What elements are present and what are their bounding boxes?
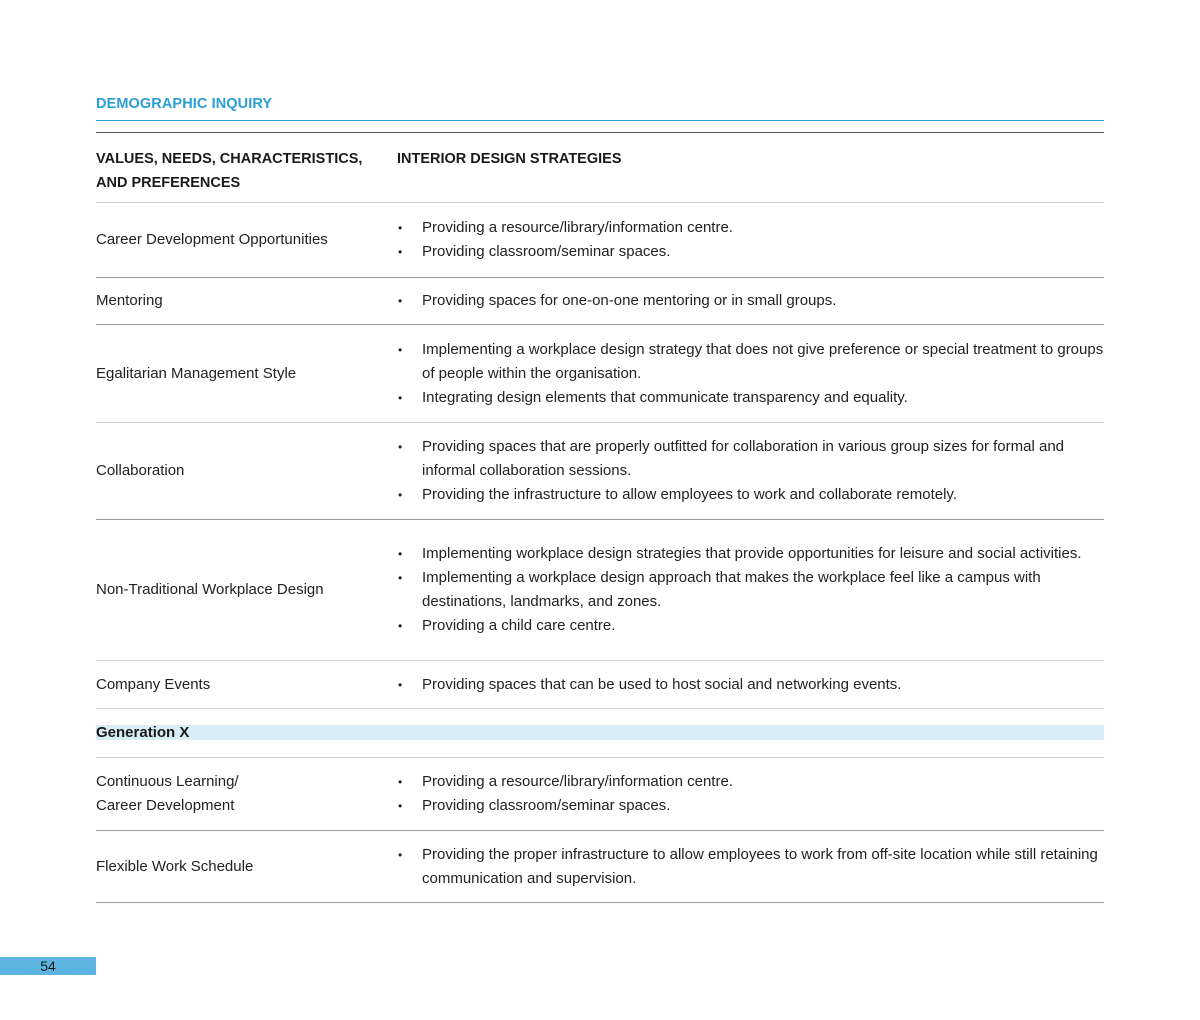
strategy-item: • Providing a resource/library/information centre.	[397, 216, 1104, 240]
row-label: Company Events	[96, 675, 211, 693]
row-strategies	[397, 435, 1104, 507]
row-label: Career Development Opportunities	[96, 231, 328, 248]
strategy-item: • Providing spaces that are properly outfitted for collaboration in various group sizes for formal and informal collaboration sessions.	[397, 435, 1104, 483]
strategy-item: • Providing a resource/library/information centre.	[397, 770, 1104, 794]
table-row	[96, 423, 1104, 520]
strategy-item: • Providing the infrastructure to allow employees to work and collaborate remotely.	[397, 483, 1104, 507]
table-row	[96, 520, 1104, 661]
strategy-item: • Integrating design elements that communicate transparency and equality.	[397, 386, 1104, 410]
row-strategies	[397, 216, 1104, 264]
header-values-needs: VALUES, NEEDS, CHARACTERISTICS, AND PREFERENCES	[96, 151, 363, 191]
generation-x-row	[96, 709, 1104, 758]
table-row	[96, 325, 1104, 423]
row-label: Flexible Work Schedule	[96, 857, 254, 875]
row-label-line: Continuous Learning/	[96, 773, 239, 790]
strategy-item: • Providing a child care centre.	[397, 614, 1104, 638]
strategy-item: • Implementing workplace design strategies that provide opportunities for leisure and social activities.	[397, 542, 1104, 566]
row-label: Collaboration	[96, 462, 185, 479]
strategy-item: • Providing spaces that can be used to host social and networking events.	[397, 673, 1104, 697]
row-strategies	[397, 843, 1104, 891]
generation-label: Generation X	[96, 724, 190, 741]
generation-band	[96, 725, 1104, 740]
row-label: Non-Traditional Workplace Design	[96, 581, 324, 598]
table-row	[96, 203, 1104, 278]
table-row	[96, 661, 1104, 709]
row-label-line: Career Development	[96, 797, 235, 814]
strategy-table	[96, 133, 1104, 903]
table-row	[96, 758, 1104, 831]
strategy-item: • Providing classroom/seminar spaces.	[397, 794, 1104, 818]
strategy-item: • Providing classroom/seminar spaces.	[397, 240, 1104, 264]
table-row	[96, 278, 1104, 325]
title-rule	[96, 120, 1104, 121]
header-design-strategies: INTERIOR DESIGN STRATEGIES	[397, 151, 622, 167]
row-strategies	[397, 289, 1104, 313]
row-strategies	[397, 673, 1104, 697]
table-header-row	[96, 133, 1104, 203]
page-number: 54	[0, 957, 96, 975]
strategy-item: • Providing spaces for one-on-one mentoring or in small groups.	[397, 289, 1104, 313]
row-label: Egalitarian Management Style	[96, 364, 297, 382]
row-label: Mentoring	[96, 292, 163, 309]
row-label	[96, 770, 397, 818]
table-row	[96, 831, 1104, 903]
row-strategies	[397, 770, 1104, 818]
strategy-item: • Implementing a workplace design strategy that does not give preference or special treatment to groups of people within the organisation.	[397, 338, 1104, 386]
row-strategies	[397, 338, 1104, 410]
strategy-item: • Implementing a workplace design approach that makes the workplace feel like a campus with destinations, landmarks, and zones.	[397, 566, 1104, 614]
row-strategies	[397, 542, 1104, 638]
strategy-item: • Providing the proper infrastructure to allow employees to work from off-site location while still retaining communication and supervision.	[397, 843, 1104, 891]
section-title: DEMOGRAPHIC INQUIRY	[96, 96, 273, 112]
